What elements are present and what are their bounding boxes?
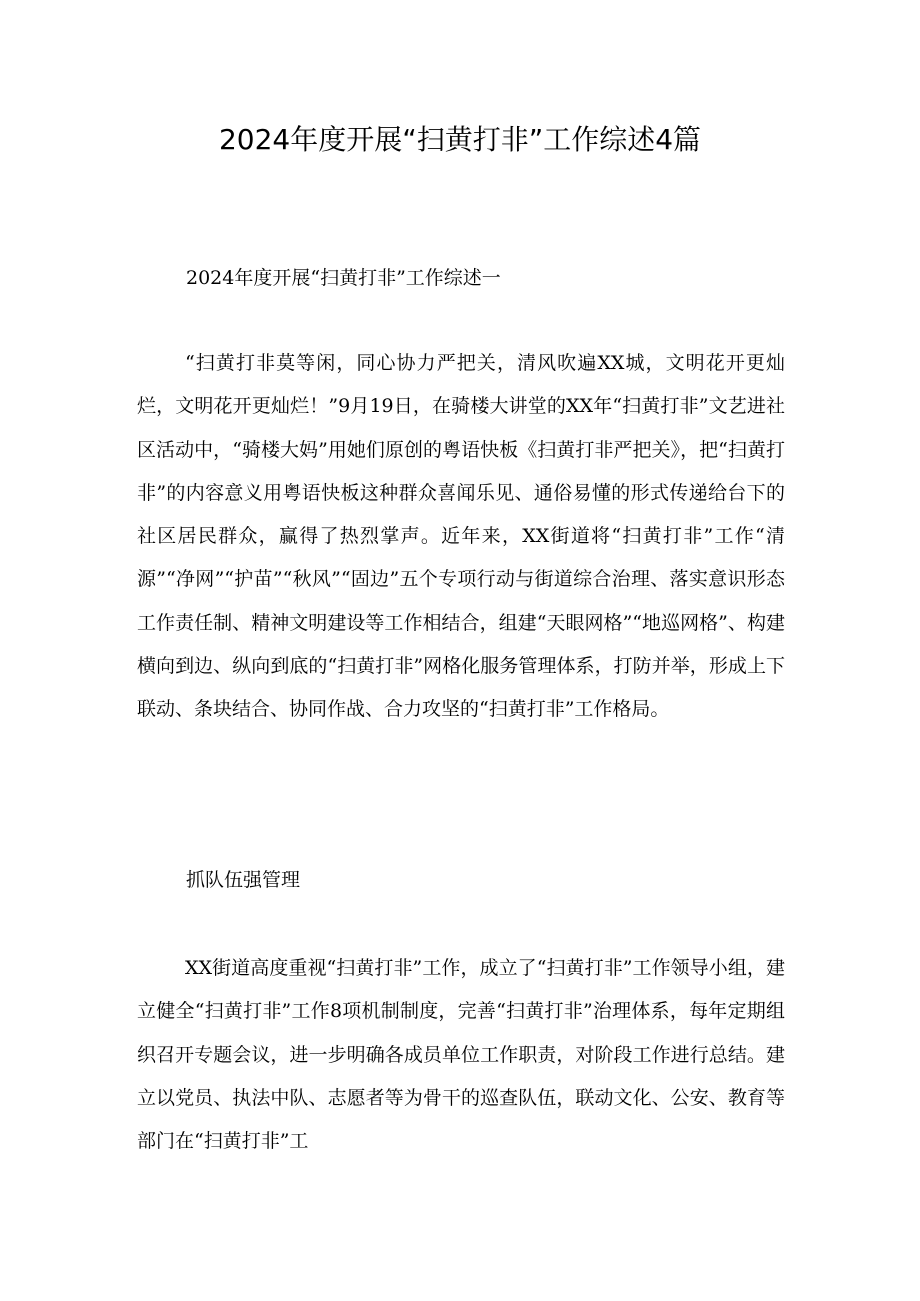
section-heading: 抓队伍强管理 [186,869,301,891]
section-subtitle: 2024年度开展“扫黄打非”工作综述一 [186,267,501,289]
paragraph-2-block [137,947,785,1163]
document-title: 2024年度开展“扫黄打非”工作综述4篇 [218,123,702,156]
paragraph-2: XX街道高度重视“扫黄打非”工作，成立了“扫黄打非”工作领导小组，建立健全“扫黄打非”工作8项机制制度，完善“扫黄打非”治理体系，每年定期组织召开专题会议，进一步明确各成员单位工作职责，对阶段工作进行总结。建立以党员、执法中队、志愿者等为骨干的巡查队伍，联动文化、公安、教育等部门在“扫黄打非”工 [137,957,785,1153]
paragraph-1-block [137,342,785,732]
paragraph-1: “扫黄打非莫等闲，同心协力严把关，清风吹遍XX城，文明花开更灿烂，文明花开更灿烂！”9月19日，在骑楼大讲堂的XX年“扫黄打非”文艺进社区活动中，“骑楼大妈”用她们原创的粤语快板《扫黄打非严把关》，把“扫黄打非”的内容意义用粤语快板这种群众喜闻乐见、通俗易懂的形式传递给台下的社区居民群众，赢得了热烈掌声。近年来，XX街道将“扫黄打非”工作“清源”“净网”“护苗”“秋风”“固边”五个专项行动与街道综合治理、落实意识形态工作责任制、精神文明建设等工作相结合，组建“天眼网格”“地巡网格”、构建横向到边、纵向到底的“扫黄打非”网格化服务管理体系，打防并举，形成上下联动、条块结合、协同作战、合力攻坚的“扫黄打非”工作格局。 [137,352,785,721]
